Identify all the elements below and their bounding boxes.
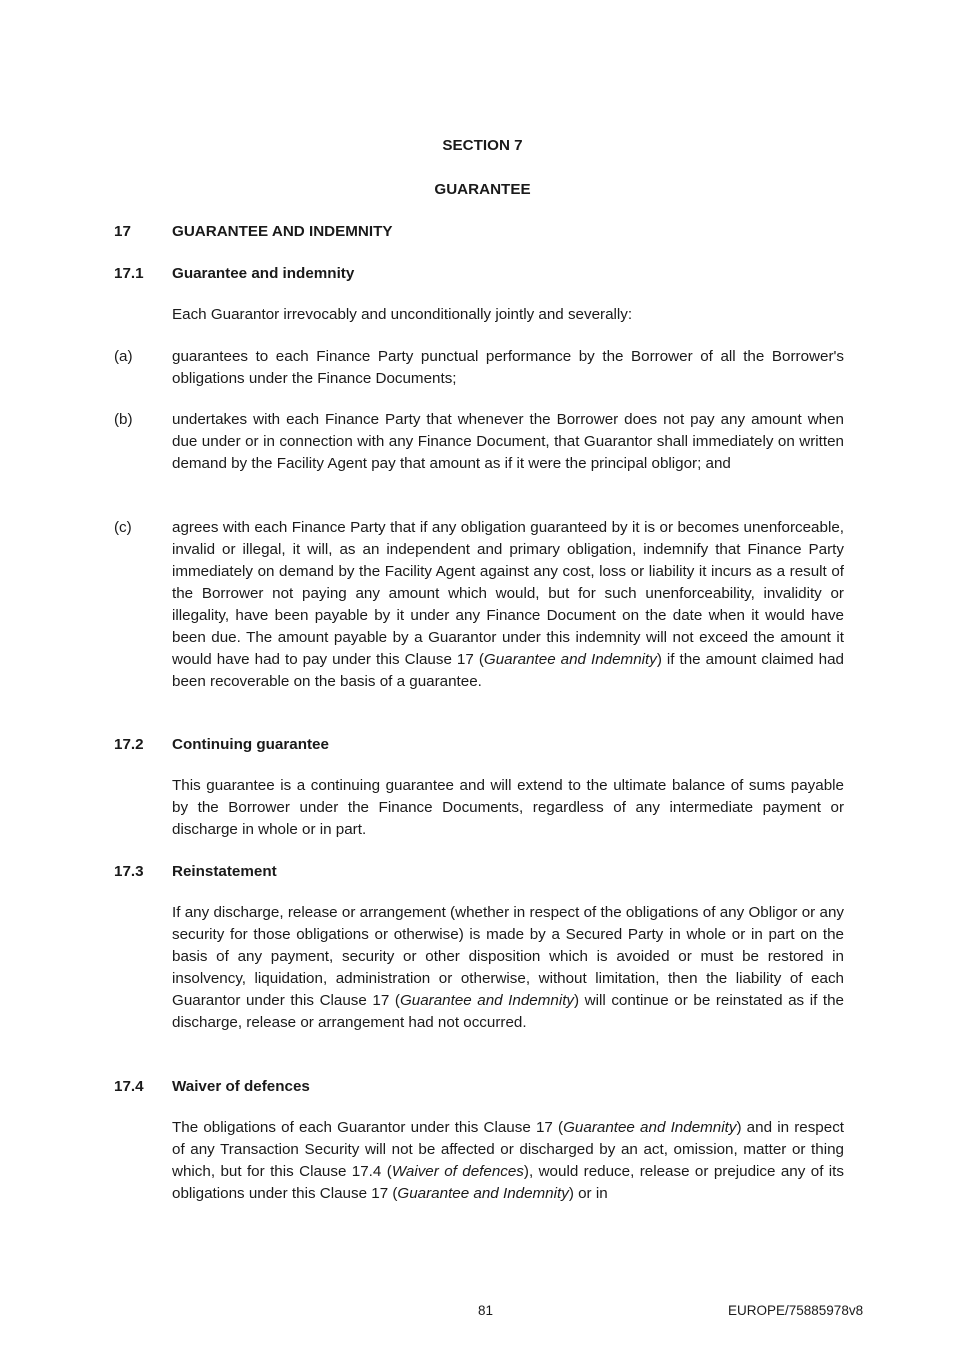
item-label: (c) <box>114 519 132 536</box>
clause-number: 17.4 <box>114 1078 144 1095</box>
page-number: 81 <box>478 1303 494 1318</box>
text-run: ) if the amount claimed had been recoverable on the basis of a guarantee. <box>172 651 844 690</box>
text-run: agrees with each Finance Party that if any obligation guaranteed by it is or becomes unenforceable, invalid or illegal, it will, as an independent and primary obligation, indemnify that Finance Party immediately on demand by the Facility Agent against any cost, loss or liability it incurs as a result of the Borrower not paying any amount which would, but for such unenforceability, invalidity or illegality, have been payable by it under any Finance Document on the date when it would have been due. The amount payable by a Guarantor under this indemnity will not exceed the amount it would have had to pay under this Clause 17 ( <box>172 519 844 668</box>
text-run: ), would reduce, release or prejudice any of its obligations under this Clause 17 ( <box>172 1163 844 1202</box>
clause-reference: Waiver of defences <box>391 1163 524 1180</box>
clause-title: Continuing guarantee <box>172 736 329 753</box>
item-text: guarantees to each Finance Party punctual performance by the Borrower of all the Borrower's obligations under the Finance Documents; <box>172 348 844 387</box>
item-label: (b) <box>114 411 133 428</box>
text-run: ) or in <box>568 1185 608 1202</box>
clause-number: 17.3 <box>114 863 144 880</box>
text-run: ) and in respect of any Transaction Security will not be affected or discharged by an act, omission, matter or thing which, but for this Clause 17.4 ( <box>172 1119 845 1180</box>
item-text: undertakes with each Finance Party that whenever the Borrower does not pay any amount when due under or in connection with any Finance Document, that Guarantor shall immediately on written demand by the Facility Agent pay that amount as if it were the principal obligor; and <box>172 411 844 472</box>
document-reference: EUROPE/75885978v8 <box>728 1303 864 1318</box>
clause-number: 17.1 <box>114 265 144 282</box>
text-run: The obligations of each Guarantor under this Clause 17 ( <box>172 1119 564 1136</box>
clause-reference: Guarantee and Indemnity <box>563 1119 737 1136</box>
section-title: SECTION 7 <box>442 137 523 154</box>
clause-title: Guarantee and indemnity <box>172 265 355 282</box>
text-run: If any discharge, release or arrangement (whether in respect of the obligations of any Obligor or any security for those obligations or otherwise) is made by a Secured Party in whole or in part on the basis of any payment, security or other disposition which is avoided or must be restored in insolvency, liquidation, administration or otherwise, without limitation, then the liability of each Guarantor under this Clause 17 ( <box>172 904 844 1009</box>
clause-title: Waiver of defences <box>172 1078 310 1095</box>
clause-number: 17 <box>114 223 131 240</box>
clause-17-3-text <box>172 902 844 1034</box>
item-label: (a) <box>114 348 133 365</box>
clause-reference: Guarantee and Indemnity <box>397 1185 569 1202</box>
clause-title: GUARANTEE AND INDEMNITY <box>172 223 393 240</box>
clause-17-1-intro: Each Guarantor irrevocably and unconditionally jointly and severally: <box>172 306 633 323</box>
section-subtitle: GUARANTEE <box>434 181 531 198</box>
clause-reference: Guarantee and Indemnity <box>399 992 575 1009</box>
clause-title: Reinstatement <box>172 863 277 880</box>
clause-17-4-text <box>172 1117 844 1205</box>
text-run: ) will continue or be reinstated as if the discharge, release or arrangement had not occurred. <box>172 992 844 1031</box>
clause-reference: Guarantee and Indemnity <box>483 651 657 668</box>
item-text <box>172 517 844 693</box>
clause-number: 17.2 <box>114 736 144 753</box>
clause-17-2-text: This guarantee is a continuing guarantee and will extend to the ultimate balance of sums payable by the Borrower under the Finance Documents, regardless of any intermediate payment or discharge in whole or in part. <box>172 777 844 838</box>
